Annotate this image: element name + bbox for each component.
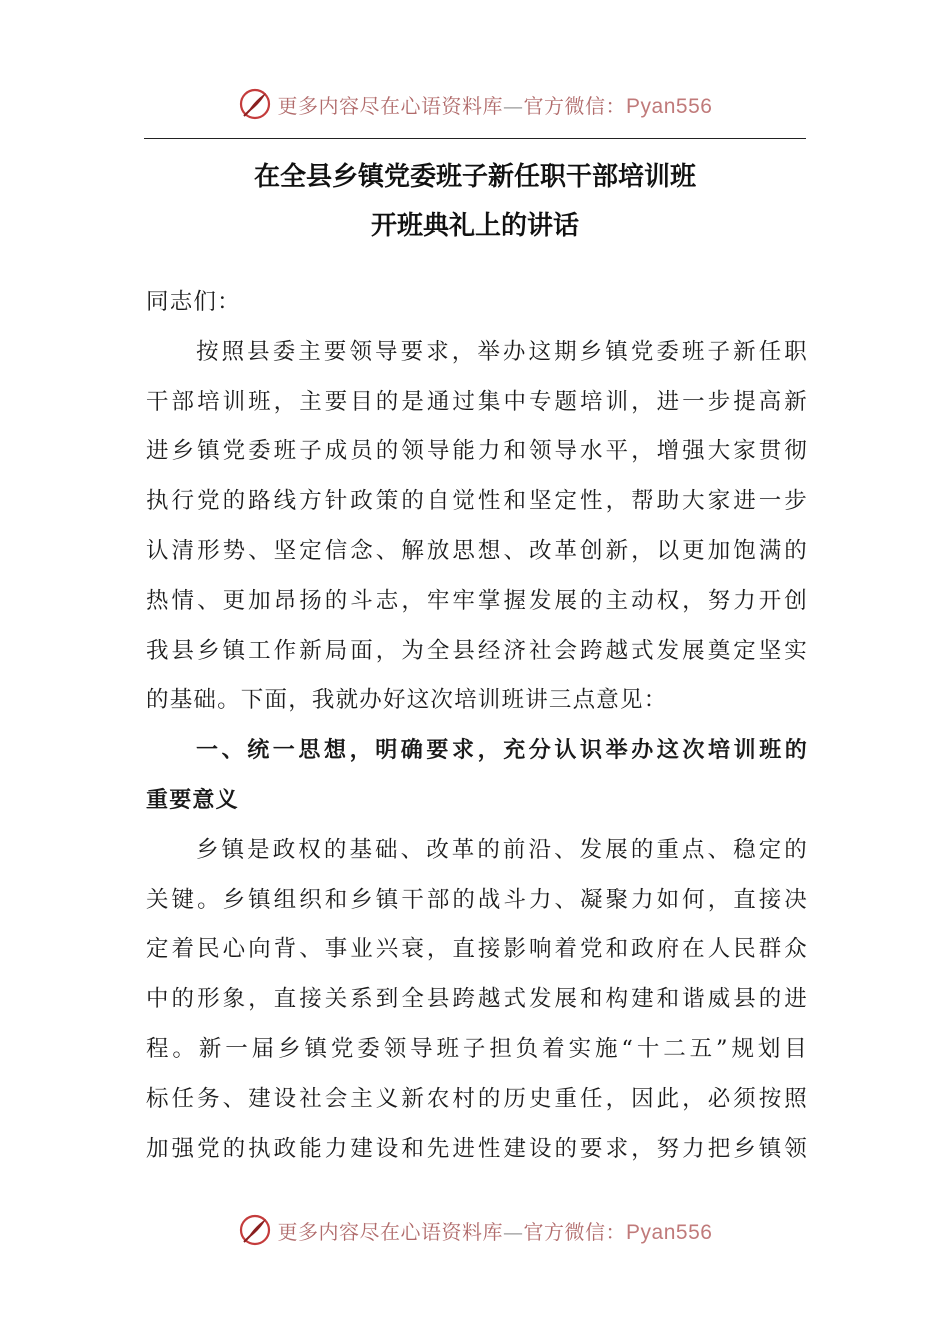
document-title-line-2: 开班典礼上的讲话 (370, 211, 579, 241)
paragraph-2-line: 乡镇是政权的基础、改革的前沿、发展的重点、稳定的 (196, 836, 808, 863)
paragraph-2-line: 关键。乡镇组织和乡镇干部的战斗力、凝聚力如何，直接决 (146, 886, 808, 913)
paragraph-2-line: 定着民心向背、事业兴衰，直接影响着党和政府在人民群众 (146, 936, 808, 963)
paragraph-1-line: 执行党的路线方针政策的自觉性和坚定性，帮助大家进一步 (146, 488, 808, 515)
section-heading-1-cont: 重要意义 (146, 787, 239, 813)
section-heading-1: 一、统一思想，明确要求，充分认识举办这次培训班的 (196, 738, 808, 764)
paragraph-1-line: 认清形势、坚定信念、解放思想、改革创新，以更加饱满的 (146, 537, 808, 564)
paragraph-2-line: 加强党的执政能力建设和先进性建设的要求，努力把乡镇领 (146, 1135, 808, 1162)
wechat-id: Pyan556 (626, 1220, 713, 1244)
paragraph-2-line: 中的形象，直接关系到全县跨越式发展和构建和谐威县的进 (146, 986, 808, 1013)
paragraph-2-line: 程。新一届乡镇党委领导班子担负着实施“十二五”规划目 (146, 1035, 808, 1062)
watermark-text: 更多内容尽在心语资料库—官方微信：Pyan556 (277, 93, 713, 118)
paragraph-1-line: 干部培训班，主要目的是通过集中专题培训，进一步提高新 (146, 388, 808, 415)
quill-pen-logo-icon (238, 87, 272, 121)
document-body (146, 278, 808, 1174)
salutation: 同志们： (146, 289, 241, 315)
paragraph-1-line: 的基础。下面，我就办好这次培训班讲三点意见： (146, 687, 668, 714)
header-watermark (0, 82, 950, 126)
paragraph-1-line: 进乡镇党委班子成员的领导能力和领导水平，增强大家贯彻 (146, 438, 808, 465)
document-title-line-1: 在全县乡镇党委班子新任职干部培训班 (253, 162, 696, 192)
header-divider (144, 138, 806, 139)
footer-watermark (0, 1208, 950, 1252)
paragraph-1-line: 按照县委主要领导要求，举办这期乡镇党委班子新任职 (196, 338, 808, 365)
watermark-text: 更多内容尽在心语资料库—官方微信：Pyan556 (277, 1219, 713, 1244)
paragraph-1-line: 热情、更加昂扬的斗志，牢牢掌握发展的主动权，努力开创 (146, 587, 808, 614)
paragraph-2-line: 标任务、建设社会主义新农村的历史重任，因此，必须按照 (146, 1085, 808, 1112)
wechat-id: Pyan556 (626, 94, 713, 118)
paragraph-1-line: 我县乡镇工作新局面，为全县经济社会跨越式发展奠定坚实 (146, 637, 808, 664)
quill-pen-logo-icon (238, 1213, 272, 1247)
